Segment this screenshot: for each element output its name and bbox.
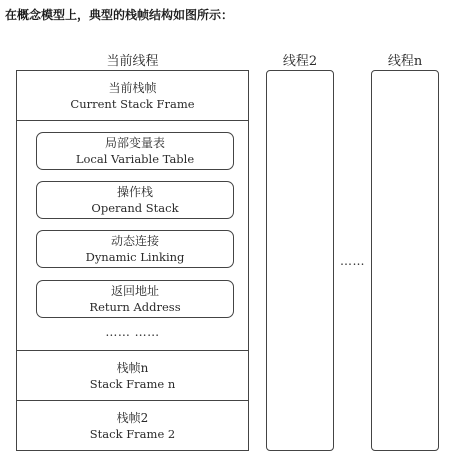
stack-frame-n xyxy=(17,351,248,401)
operand-stack-label-en: Operand Stack xyxy=(91,201,179,215)
current-stack-frame-label-cn: 当前栈帧 xyxy=(108,81,157,95)
more-threads-ellipsis: …… xyxy=(340,254,365,268)
current-stack-frame-header xyxy=(17,71,248,121)
local-variable-table-box xyxy=(36,132,234,170)
diagram-caption: 在概念模型上，典型的栈帧结构如图所示： xyxy=(5,8,234,22)
stack-frame-2 xyxy=(17,401,248,452)
return-address-label-en: Return Address xyxy=(89,300,181,314)
stack-frame-n-label-en: Stack Frame n xyxy=(89,377,176,391)
operand-stack-box xyxy=(36,181,234,219)
dynamic-linking-label-en: Dynamic Linking xyxy=(85,250,185,264)
thread-n-stack xyxy=(371,70,439,451)
current-stack-frame-body xyxy=(17,121,248,351)
thread-2-stack xyxy=(266,70,334,451)
stack-frame-n-label-cn: 栈帧n xyxy=(116,361,149,375)
thread-2-title: 线程2 xyxy=(282,54,318,69)
dynamic-linking-label-cn: 动态连接 xyxy=(110,234,159,248)
stack-frame-2-label-en: Stack Frame 2 xyxy=(89,427,176,441)
local-variable-table-label-en: Local Variable Table xyxy=(75,152,195,166)
stack-frame-2-label-cn: 栈帧2 xyxy=(116,411,149,425)
return-address-label-cn: 返回地址 xyxy=(110,284,159,298)
current-thread-stack xyxy=(16,70,249,451)
return-address-box xyxy=(36,280,234,318)
thread-n-title: 线程n xyxy=(387,54,423,69)
current-thread-title: 当前线程 xyxy=(106,54,159,69)
local-variable-table-label-cn: 局部变量表 xyxy=(104,136,165,150)
dynamic-linking-box xyxy=(36,230,234,268)
current-stack-frame-label-en: Current Stack Frame xyxy=(70,97,195,111)
more-components-ellipsis: …… …… xyxy=(105,325,160,339)
operand-stack-label-cn: 操作栈 xyxy=(116,185,153,199)
